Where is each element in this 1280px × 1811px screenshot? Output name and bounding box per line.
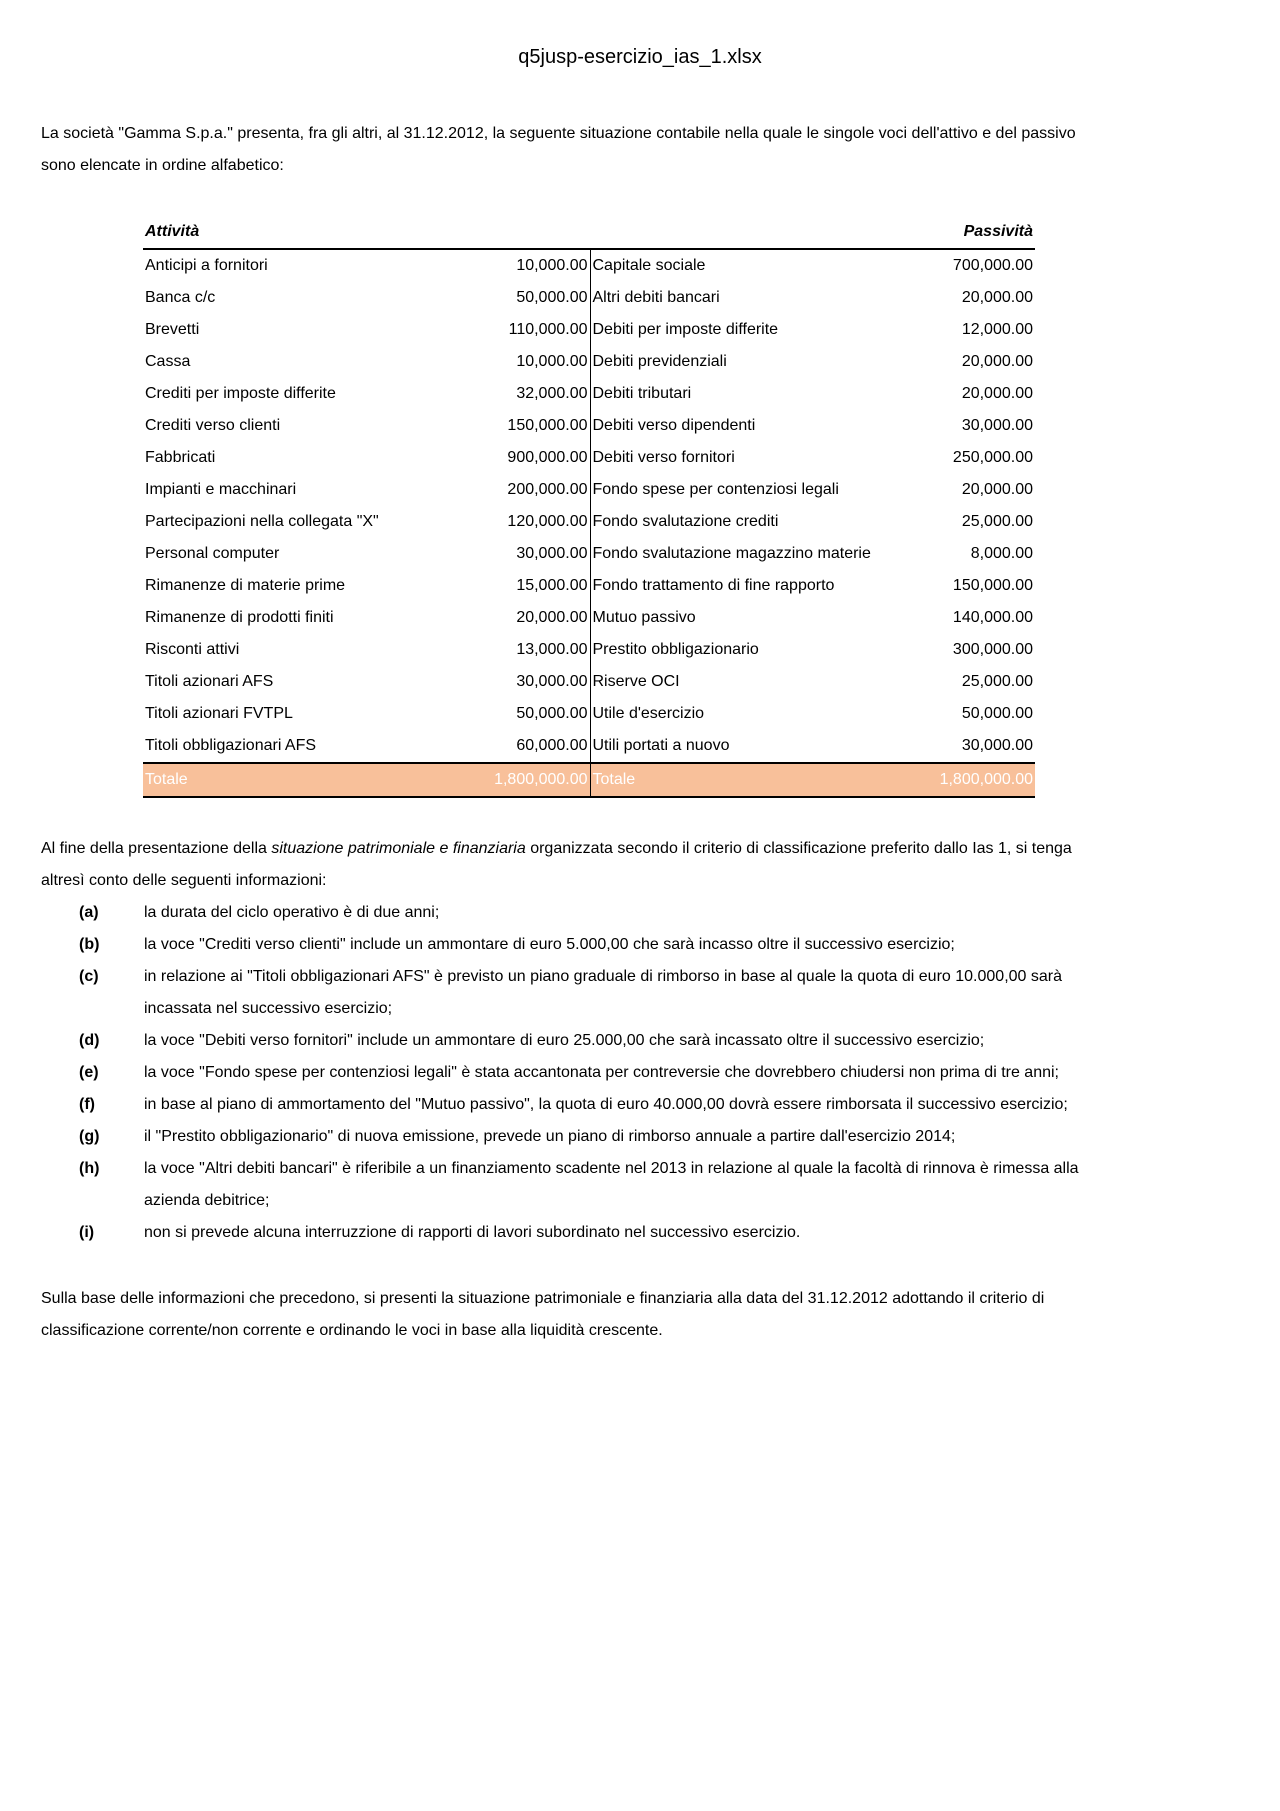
liability-name: Fondo svalutazione magazzino materie [592,545,871,562]
liability-name: Debiti verso dipendenti [592,417,756,434]
balance-row [143,698,1035,730]
liability-name: Prestito obbligazionario [592,641,759,658]
note-text: la voce "Altri debiti bancari" è riferibile a un finanziamento scadente nel 2013 in relazione al quale la facoltà di rinnova è rimessa alla [144,1160,1079,1177]
balance-table [143,216,1035,798]
asset-name: Banca c/c [145,289,216,306]
liability-name: Debiti previdenziali [592,353,727,370]
liability-name: Utile d'esercizio [592,705,705,722]
asset-name: Rimanenze di prodotti finiti [145,609,334,626]
notes-intro-italic: situazione patrimoniale e finanziaria [271,840,526,857]
asset-value: 32,000.00 [443,378,590,410]
asset-name: Partecipazioni nella collegata "X" [145,513,379,530]
liability-name: Altri debiti bancari [592,289,720,306]
balance-row [143,410,1035,442]
liability-value: 20,000.00 [961,353,1033,370]
asset-value: 10,000.00 [443,346,590,378]
liability-name: Debiti per imposte differite [592,321,779,338]
liability-value: 25,000.00 [961,673,1033,690]
note-label: (f) [79,1096,95,1113]
asset-value: 10,000.00 [443,249,590,282]
liability-value: 30,000.00 [961,417,1033,434]
asset-value: 20,000.00 [443,602,590,634]
note-label: (d) [79,1032,100,1049]
asset-name: Anticipi a fornitori [145,257,268,274]
asset-value: 150,000.00 [443,410,590,442]
liability-value: 8,000.00 [970,545,1033,562]
note-continuation: incassata nel successivo esercizio; [144,1000,393,1017]
liability-value: 150,000.00 [952,577,1033,594]
note-item [41,1089,1142,1121]
note-item [41,961,1142,993]
intro-paragraph [41,118,1142,182]
liability-value: 20,000.00 [961,385,1033,402]
asset-name: Personal computer [145,545,280,562]
note-text: il "Prestito obbligazionario" di nuova emissione, prevede un piano di rimborso annuale a partire dall'esercizio 2014; [144,1128,956,1145]
note-item [41,1217,1142,1249]
balance-row [143,570,1035,602]
liability-value: 250,000.00 [952,449,1033,466]
asset-value: 30,000.00 [443,666,590,698]
total-row [143,763,1035,797]
asset-name: Crediti verso clienti [145,417,281,434]
note-text: la voce "Debiti verso fornitori" include un ammontare di euro 25.000,00 che sarà incassato oltre il successivo esercizio; [144,1032,985,1049]
asset-value: 50,000.00 [443,282,590,314]
liability-name: Fondo spese per contenziosi legali [592,481,839,498]
final-paragraph [41,1283,1142,1347]
liability-value: 20,000.00 [961,481,1033,498]
balance-row [143,442,1035,474]
note-text: la voce "Crediti verso clienti" include un ammontare di euro 5.000,00 che sarà incasso oltre il successivo esercizio; [144,936,955,953]
assets-header: Attività [143,216,443,249]
note-continuation: azienda debitrice; [144,1192,270,1209]
note-label: (h) [79,1160,100,1177]
balance-row [143,474,1035,506]
liability-value: 20,000.00 [961,289,1033,306]
notes-intro-line-1: Al fine della presentazione della situazione patrimoniale e finanziaria organizzata secondo il criterio di classificazione preferito dallo Ias 1, si tenga [41,840,1072,857]
asset-name: Rimanenze di materie prime [145,577,346,594]
balance-row [143,346,1035,378]
notes-list [41,897,1142,1249]
asset-value: 110,000.00 [443,314,590,346]
note-text: in base al piano di ammortamento del "Mutuo passivo", la quota di euro 40.000,00 dovrà essere rimborsata il successivo esercizio; [144,1096,1068,1113]
total-liabilities-label: Totale [590,763,910,797]
asset-name: Cassa [145,353,191,370]
notes-intro-line-2: altresì conto delle seguenti informazioni: [41,872,327,889]
note-item [41,1057,1142,1089]
intro-line-2: sono elencate in ordine alfabetico: [41,157,284,174]
asset-value: 60,000.00 [443,730,590,763]
balance-row [143,249,1035,282]
note-item [41,1153,1142,1185]
asset-value: 900,000.00 [443,442,590,474]
balance-row [143,666,1035,698]
final-line-2: classificazione corrente/non corrente e ordinando le voci in base alla liquidità crescente. [41,1322,663,1339]
liability-name: Debiti verso fornitori [592,449,735,466]
liability-name: Riserve OCI [592,673,680,690]
total-assets-value: 1,800,000.00 [443,763,590,797]
note-text: non si prevede alcuna interruzzione di rapporti di lavori subordinato nel successivo esercizio. [144,1224,801,1241]
note-text: la voce "Fondo spese per contenziosi legali" è stata accantonata per contreversie che dovrebbero chiudersi non prima di tre anni; [144,1064,1059,1081]
liability-name: Debiti tributari [592,385,692,402]
balance-row [143,506,1035,538]
balance-row [143,538,1035,570]
balance-row [143,602,1035,634]
asset-name: Crediti per imposte differite [145,385,336,402]
liability-name: Fondo svalutazione crediti [592,513,779,530]
note-label: (b) [79,936,100,953]
liability-name: Utili portati a nuovo [592,737,730,754]
final-line-1: Sulla base delle informazioni che precedono, si presenti la situazione patrimoniale e finanziaria alla data del 31.12.2012 adottando il criterio di [41,1290,1045,1307]
asset-value: 30,000.00 [443,538,590,570]
liability-value: 50,000.00 [961,705,1033,722]
note-label: (c) [79,968,99,985]
balance-row [143,314,1035,346]
total-liabilities-value: 1,800,000.00 [910,763,1035,797]
liability-name: Fondo trattamento di fine rapporto [592,577,835,594]
asset-value: 13,000.00 [443,634,590,666]
asset-value: 120,000.00 [443,506,590,538]
liability-name: Mutuo passivo [592,609,696,626]
note-item [41,1025,1142,1057]
liability-value: 700,000.00 [952,257,1033,274]
liabilities-header: Passività [910,216,1035,249]
asset-value: 50,000.00 [443,698,590,730]
note-item [41,929,1142,961]
note-text: in relazione ai "Titoli obbligazionari AFS" è previsto un piano graduale di rimborso in base al quale la quota di euro 10.000,00 sarà [144,968,1062,985]
asset-name: Fabbricati [145,449,216,466]
total-assets-label: Totale [143,763,443,797]
liability-value: 30,000.00 [961,737,1033,754]
file-title: q5jusp-esercizio_ias_1.xlsx [518,46,762,68]
asset-name: Titoli azionari FVTPL [145,705,293,722]
asset-value: 200,000.00 [443,474,590,506]
asset-name: Risconti attivi [145,641,240,658]
liability-value: 300,000.00 [952,641,1033,658]
liability-name: Capitale sociale [592,257,706,274]
asset-name: Brevetti [145,321,200,338]
asset-name: Impianti e macchinari [145,481,297,498]
note-label: (a) [79,904,99,921]
balance-row [143,730,1035,763]
asset-name: Titoli obbligazionari AFS [145,737,317,754]
notes-section [41,833,1142,1249]
liability-value: 12,000.00 [961,321,1033,338]
balance-row [143,634,1035,666]
liability-value: 140,000.00 [952,609,1033,626]
note-label: (g) [79,1128,100,1145]
liability-value: 25,000.00 [961,513,1033,530]
asset-value: 15,000.00 [443,570,590,602]
note-text: la durata del ciclo operativo è di due anni; [144,904,440,921]
balance-header-row [143,216,1035,249]
balance-row [143,282,1035,314]
balance-row [143,378,1035,410]
note-item [41,897,1142,929]
intro-line-1: La società "Gamma S.p.a." presenta, fra gli altri, al 31.12.2012, la seguente situazione contabile nella quale le singole voci dell'attivo e del passivo [41,125,1076,142]
note-label: (e) [79,1064,99,1081]
asset-name: Titoli azionari AFS [145,673,274,690]
note-label: (i) [79,1224,95,1241]
note-item [41,1121,1142,1153]
